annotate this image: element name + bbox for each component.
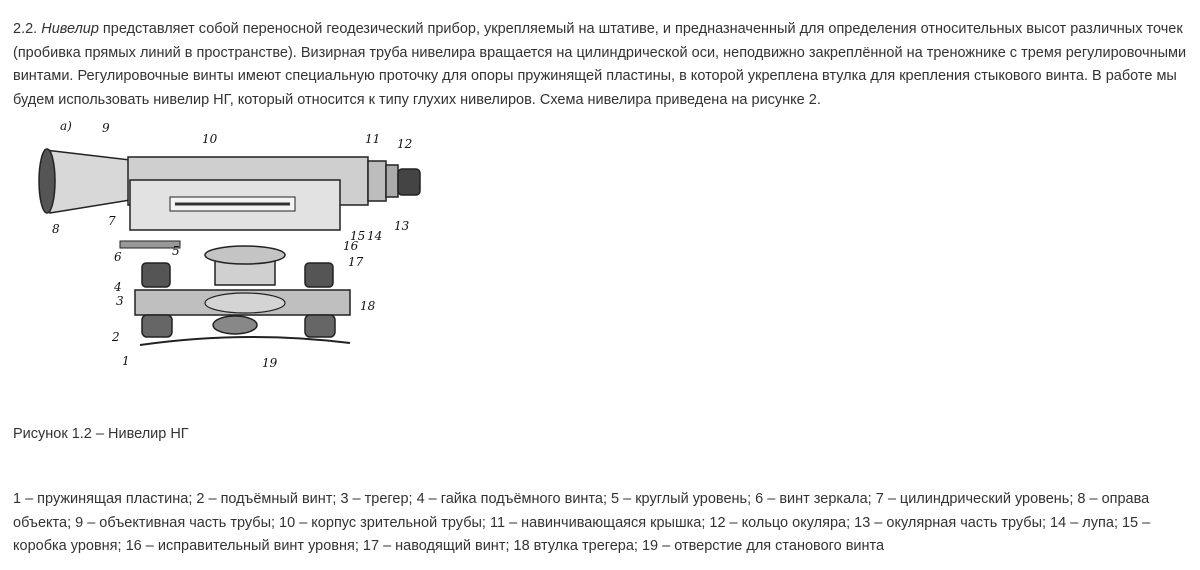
leveling-nut-right <box>305 263 333 287</box>
callout-3: 3 <box>116 294 124 308</box>
mounting-hole <box>213 316 257 334</box>
screw-cap <box>368 161 386 201</box>
mirror-screw <box>120 241 180 248</box>
callout-12: 12 <box>397 137 413 151</box>
callout-13: 13 <box>394 219 410 233</box>
level-instrument-drawing <box>30 115 450 385</box>
figure-legend: 1 – пружинящая пластина; 2 – подъёмный винт; 3 – трегер; 4 – гайка подъёмного винта; 5 – круглый уровень; 6 – винт зеркала; 7 – цилиндрический уровень; 8 – оправа объекта; 9 – объективная часть трубы; 10 – корпус зрительной трубы; 11 – навинчивающаяся крышка; 12 – кольцо окуляра; 13 – окулярная часть трубы; 14 – лупа; 15 – коробка уровня; 16 – исправительный винт уровня; 17 – наводящий винт; 18 втулка трегера; 19 – отверстие для станового винта <box>13 491 1151 554</box>
intro-paragraph <box>13 18 1188 112</box>
foot-screw-right <box>305 315 335 337</box>
leveling-nut-left <box>142 263 170 287</box>
callout-10: 10 <box>202 132 218 146</box>
callout-16: 16 <box>343 239 359 253</box>
callout-15: 15 <box>350 229 366 243</box>
callout-9: 9 <box>102 121 110 135</box>
callout-1: 1 <box>122 354 130 368</box>
spring-plate <box>140 337 350 345</box>
callout-17: 17 <box>348 255 364 269</box>
eyepiece-ring <box>398 169 420 195</box>
paragraph-prefix: 2.2. <box>13 21 42 37</box>
callout-11: 11 <box>365 132 381 146</box>
callout-6: 6 <box>114 250 122 264</box>
callout-4: 4 <box>114 280 122 294</box>
tribrach-sleeve <box>205 293 285 313</box>
callout-19: 19 <box>262 356 278 370</box>
figure-caption: Рисунок 1.2 – Нивелир НГ <box>13 426 189 442</box>
callout-8: 8 <box>52 222 60 236</box>
objective-rim <box>39 149 55 213</box>
foot-screw-left <box>142 315 172 337</box>
callout-18: 18 <box>360 299 376 313</box>
callout-7: 7 <box>108 214 116 228</box>
paragraph-text: представляет собой переносной геодезический прибор, укрепляемый на штативе, и предназначенный для определения относительных высот различных точек (пробивка прямых линий в пространстве). Визирная труба нивелира вращается на цилиндрической оси, неподвижно закреплённой на треножнике с тремя регулировочными винтами. Регулировочные винты имеют специальную проточку для опоры пружинящей пластины, в которой укреплена втулка для крепления стыкового винта. В работе мы будем использовать нивелир НГ, который относится к типу глухих нивелиров. Схема нивелира приведена на рисунке 2. <box>13 21 1187 108</box>
circular-level <box>205 246 285 264</box>
eyepiece-part <box>386 165 398 197</box>
callout-14: 14 <box>367 229 383 243</box>
objective-tube <box>45 150 130 213</box>
level-instrument-figure <box>30 115 450 385</box>
figure-label: а) <box>60 119 72 133</box>
callout-2: 2 <box>112 330 120 344</box>
paragraph-term: Нивелир <box>41 21 99 37</box>
callout-5: 5 <box>172 244 180 258</box>
